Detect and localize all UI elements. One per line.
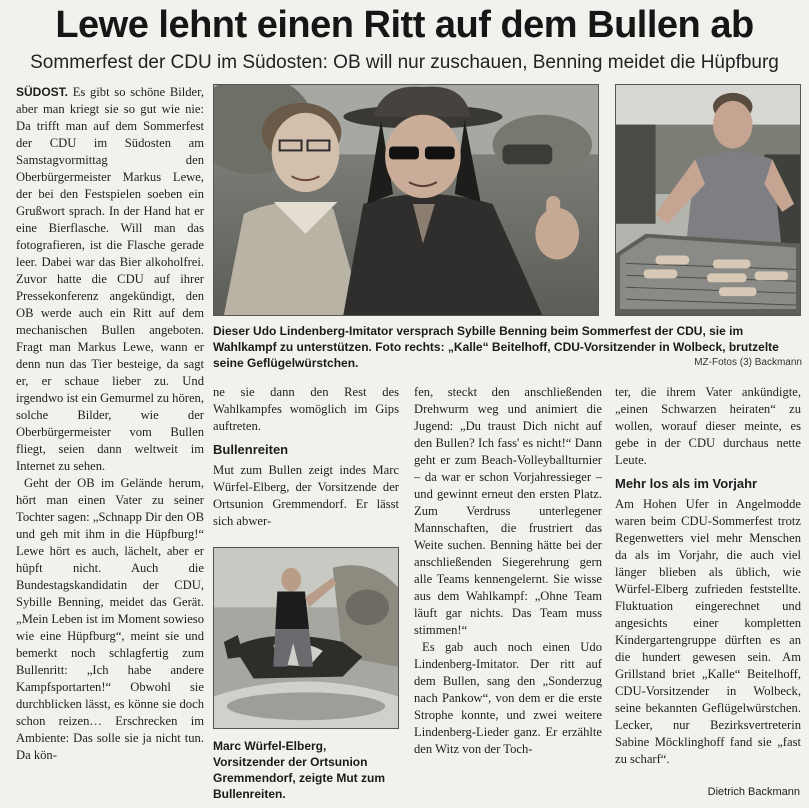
section-subtitle: Bullenreiten <box>213 442 289 457</box>
section-subtitle: Mehr los als im Vorjahr <box>615 476 758 491</box>
article-headline: Lewe lehnt einen Ritt auf dem Bullen ab <box>55 4 754 46</box>
paragraph: ter, die ihrem Vater ankündigte, „einen Schwarzen heiraten“ zu wollen, worauf dieser meinte, es gebe in der CDU durchaus nette Leute. <box>615 385 801 467</box>
paragraph: Mut zum Bullen zeigt indes Marc Würfel-Elberg, der Vorsitzende der Ortsunion Gremmendorf. Er lässt sich abwer- <box>213 463 399 528</box>
photo-credit: MZ-Fotos (3) Backmann <box>694 357 802 368</box>
article-author: Dietrich Backmann <box>707 786 800 798</box>
photo-image <box>616 85 800 315</box>
text-column-3 <box>414 384 602 758</box>
text-column-2 <box>213 384 399 530</box>
photo-bullenreiten <box>213 547 399 729</box>
photo-lindenberg-benning <box>213 84 599 316</box>
photo-caption-top: Dieser Udo Lindenberg-Imitator versprach Sybille Benning beim Sommerfest der CDU, sie im Wahlkampf zu unterstützen. Foto rechts: „Kalle“ Beitelhoff, CDU-Vorsitzender in Wolbeck, brutzelte seine Geflügelwürstchen. <box>213 324 779 370</box>
paragraph: Am Hohen Ufer in Angelmodde waren beim CDU-Sommerfest trotz Regenwetters viel mehr Menschen da als im Vorjahr, die auch viel länger blieben als üblich, wie Würfel-Elberg zufrieden feststellte. Fluktuation eingerechnet und angesichts einer kompletten Kindergartengruppe dürften es an die hundert gewesen sein. Am Grillstand briet „Kalle“ Beitelhoff, CDU-Vorsitzender in Wolbeck, seine bekannten Geflügelwürstchen. Lecker, nur Bezirksvertreterin Sabine Möcklinghoff fand sie „fast zu scharf“. <box>615 497 801 766</box>
photo-grillstand <box>615 84 801 316</box>
paragraph: ne sie dann den Rest des Wahlkampfes womöglich im Gips auftreten. <box>213 385 399 433</box>
paragraph <box>16 84 204 475</box>
paragraph: Geht der OB im Gelände herum, hört man einen Vater zu seiner Tochter sagen: „Schnapp Dir den OB und geh mit ihm in die Hüpfburg!“ Lewe hört es auch, lächelt, aber er hüpft nicht. Auch die Bundestagskandidatin der CDU, Sybille Benning, meidet das Gerät. „Mein Leben ist im Moment sowieso wie eine Hüpfburg“, meint sie und bemerkt noch schlagfertig zum Bullenritt: „Ich habe andere Kampfsportarten!“ Obwohl sie durchblicken lässt, es könne sie doch schon reizen… Erschrecken im Ambiente: Das solle sie ja nicht tun. Da kön- <box>16 476 204 762</box>
dateline: SÜDOST. <box>16 85 69 99</box>
paragraph-text: Es gibt so schöne Bilder, aber man kriegt sie so gut wie nie: Da trifft man auf dem Sommerfest der CDU im Südosten am Samstagvormittag den Oberbürgermeister Markus Lewe, der bei den Festspielen soeben ein Grußwort sprach. In der Hand hat er eine Bierflasche. Will man das fotografieren, ist die Flasche gerade leer. Dabei war das Bier alkoholfrei. Zuvor hatte die CDU auf ihrer Pressekonferenz angekündigt, den OB werde auch ein Ritt auf dem mechanischen Bullen angeboten. Fragt man Markus Lewe, wann er denn nun das Tier besteige, da sagt er, er schaue lieber zu. Und irgendwo ist ein Gemurmel zu hören, solche Bilder, wie der Oberbürgermeister vom Bullen fliegt, seien dann weltweit im Internet zu sehen. <box>16 85 204 473</box>
text-column-1 <box>16 84 204 764</box>
paragraph: fen, steckt den anschließenden Drehwurm weg und animiert die Jugend: „Du traust Dich nicht auf den Bullen? Ich fass' es nicht!“ Dann geht er zum Beach-Volleyballturnier – da war er schon Vorjahressieger – und gewinnt erneut den ersten Platz. Zum Verdruss unterlegener Mannschaften, die frustriert das Weite suchen. Benning hätte bei der anschließenden Siegerehrung gern alle Teams kennengelernt. Sie wisse aus dem Wahlkampf: „Ohne Team läuft gar nichts. Das Team muss stimmen!“ <box>414 385 602 637</box>
photo-caption-bottom: Marc Würfel-Elberg, Vorsitzender der Ortsunion Gremmendorf, zeigte Mut zum Bullenreiten. <box>213 739 386 801</box>
photo-image <box>214 548 398 728</box>
photo-image <box>214 85 598 315</box>
paragraph: Es gab auch noch einen Udo Lindenberg-Imitator. Der ritt auf dem Bullen, sang den „Sonderzug nach Pankow“, von dem er die erste Strophe konnte, und zwei weitere Lindenberg-Lieder ganz. Er erzählte den Witz von der Toch- <box>414 640 602 756</box>
text-column-4 <box>615 384 801 768</box>
article-subheadline: Sommerfest der CDU im Südosten: OB will nur zuschauen, Benning meidet die Hüpfburg <box>30 52 779 73</box>
